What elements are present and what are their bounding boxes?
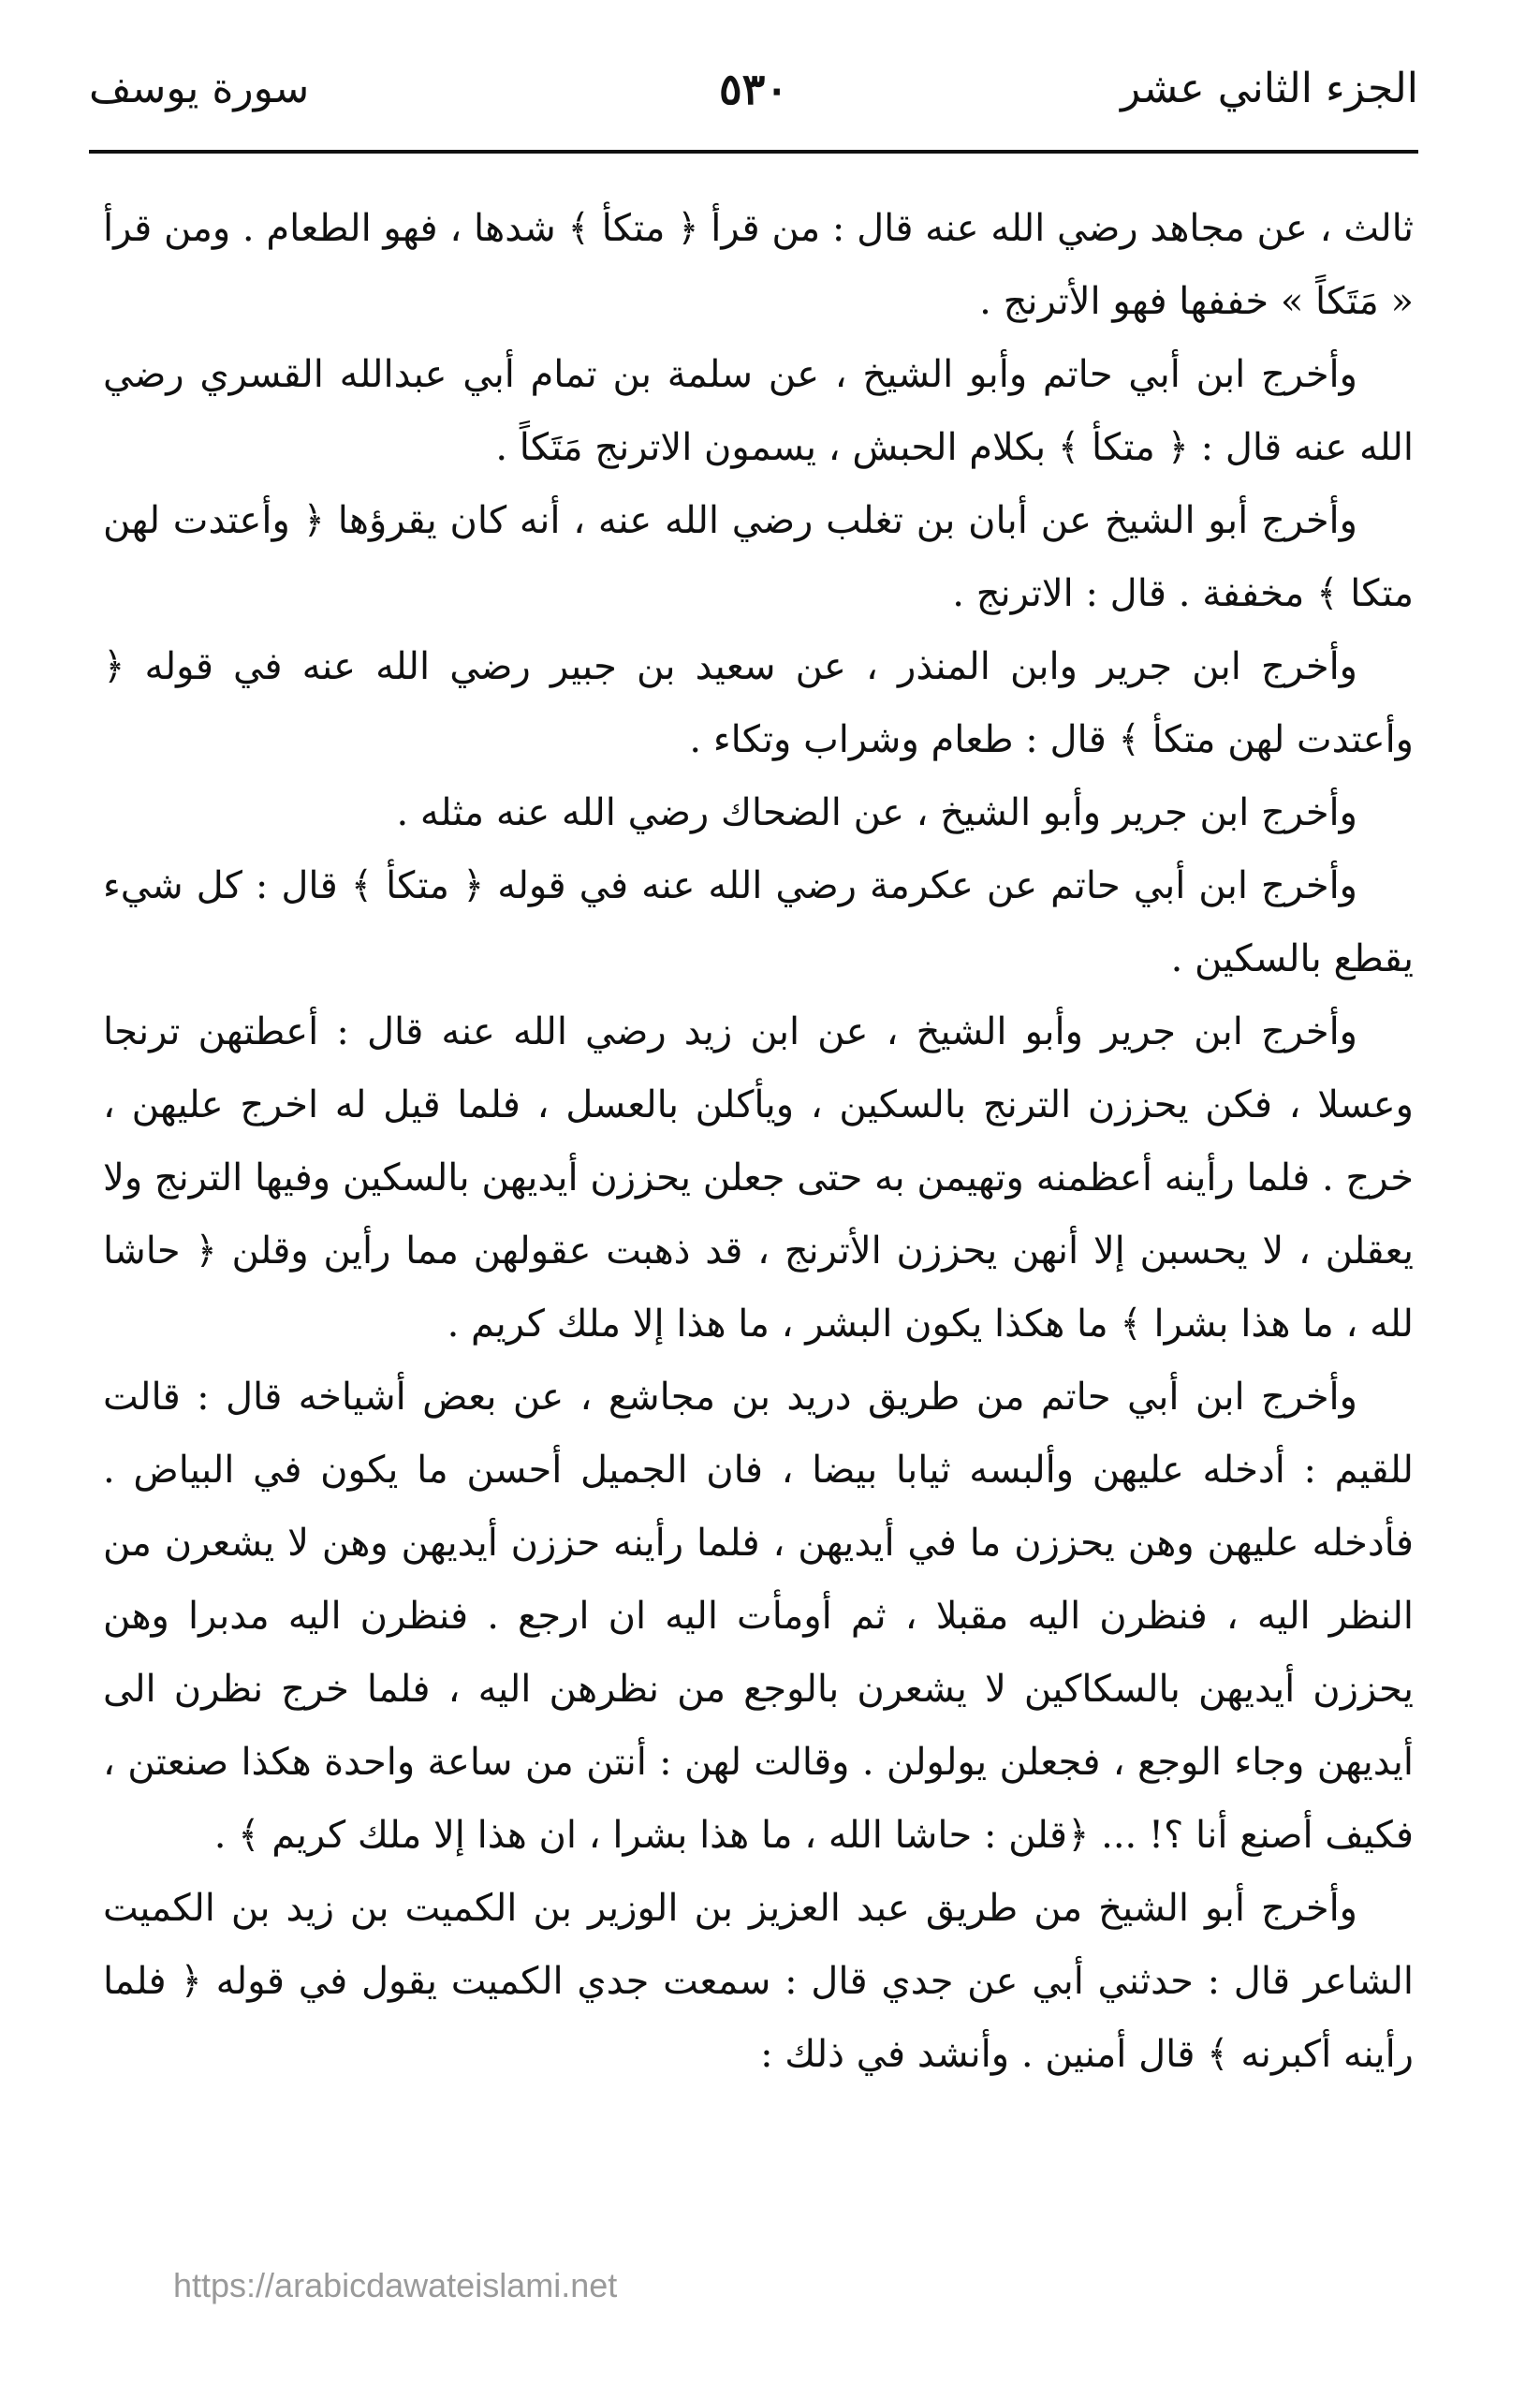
paragraph: وأخرج ابن جرير وابن المنذر ، عن سعيد بن جبير رضي الله عنه في قوله ﴿ وأعتدت لهن متكأ ﴾ قال : طعام وشراب وتكاء . <box>103 645 1414 761</box>
paragraph: وأخرج أبو الشيخ من طريق عبد العزيز بن الوزير بن الكميت بن زيد بن الكميت الشاعر قال : حدثني أبي عن جدي قال : سمعت جدي الكميت يقول في قوله ﴿ فلما رأينه أكبرنه ﴾ قال أمنين . وأنشد في ذلك : <box>103 1887 1414 2076</box>
page-header <box>89 52 1418 155</box>
part-label: الجزء الثاني عشر <box>1121 65 1418 112</box>
paragraph: ثالث ، عن مجاهد رضي الله عنه قال : من قرأ ﴿ متكأ ﴾ شدها ، فهو الطعام . ومن قرأ « مَتَكاً » خففها فهو الأترنج . <box>103 207 1414 323</box>
paragraph: وأخرج ابن أبي حاتم وأبو الشيخ ، عن سلمة بن تمام أبي عبدالله القسري رضي الله عنه قال : ﴿ متكأ ﴾ بكلام الحبش ، يسمون الاترنج مَتَكاً . <box>103 353 1414 469</box>
page-number: ٥٣٠ <box>718 64 789 114</box>
paragraph: وأخرج ابن جرير وأبو الشيخ ، عن ابن زيد رضي الله عنه قال : أعطتهن ترنجا وعسلا ، فكن يحززن الترنج بالسكين ، ويأكلن بالعسل ، فلما قيل له اخرج عليهن ، خرج . فلما رأينه أعظمنه وتهيمن به حتى جعلن يحززن أيديهن بالسكين وفيها الترنج ولا يعقلن ، لا يحسبن إلا أنهن يحززن الأترنج ، قد ذهبت عقولهن مما رأين وقلن ﴿ حاشا لله ، ما هذا بشرا ﴾ ما هكذا يكون البشر ، ما هذا إلا ملك كريم . <box>103 1010 1414 1346</box>
paragraph: وأخرج ابن جرير وأبو الشيخ ، عن الضحاك رضي الله عنه مثله . <box>396 791 1357 834</box>
watermark-url: https://arabicdawateislami.net <box>173 2266 618 2304</box>
paragraph: وأخرج ابن أبي حاتم من طريق دريد بن مجاشع ، عن بعض أشياخه قال : قالت للقيم : أدخله عليهن وألبسه ثيابا بيضا ، فان الجميل أحسن ما يكون في البياض . فأدخله عليهن وهن يحززن ما في أيديهن ، فلما رأينه حززن أيديهن وهن لا يشعرن من النظر اليه ، فنظرن اليه مقبلا ، ثم أومأت اليه ان ارجع . فنظرن اليه مدبرا وهن يحززن أيديهن بالسكاكين لا يشعرن بالوجع من نظرهن اليه ، فلما خرج نظرن الى أيديهن وجاء الوجع ، فجعلن يولولن . وقالت لهن : أنتن من ساعة واحدة هكذا صنعتن ، فكيف أصنع أنا ؟! ... ﴿قلن : حاشا الله ، ما هذا بشرا ، ان هذا إلا ملك كريم ﴾ . <box>103 1376 1414 1857</box>
body-text <box>103 192 1414 2091</box>
surah-label: سورة يوسف <box>89 65 310 112</box>
paragraph: وأخرج ابن أبي حاتم عن عكرمة رضي الله عنه في قوله ﴿ متكأ ﴾ قال : كل شيء يقطع بالسكين . <box>103 864 1414 980</box>
paragraph: وأخرج أبو الشيخ عن أبان بن تغلب رضي الله عنه ، أنه كان يقرؤها ﴿ وأعتدت لهن متكا ﴾ مخففة . قال : الاترنج . <box>103 499 1414 615</box>
header-divider <box>89 150 1418 154</box>
